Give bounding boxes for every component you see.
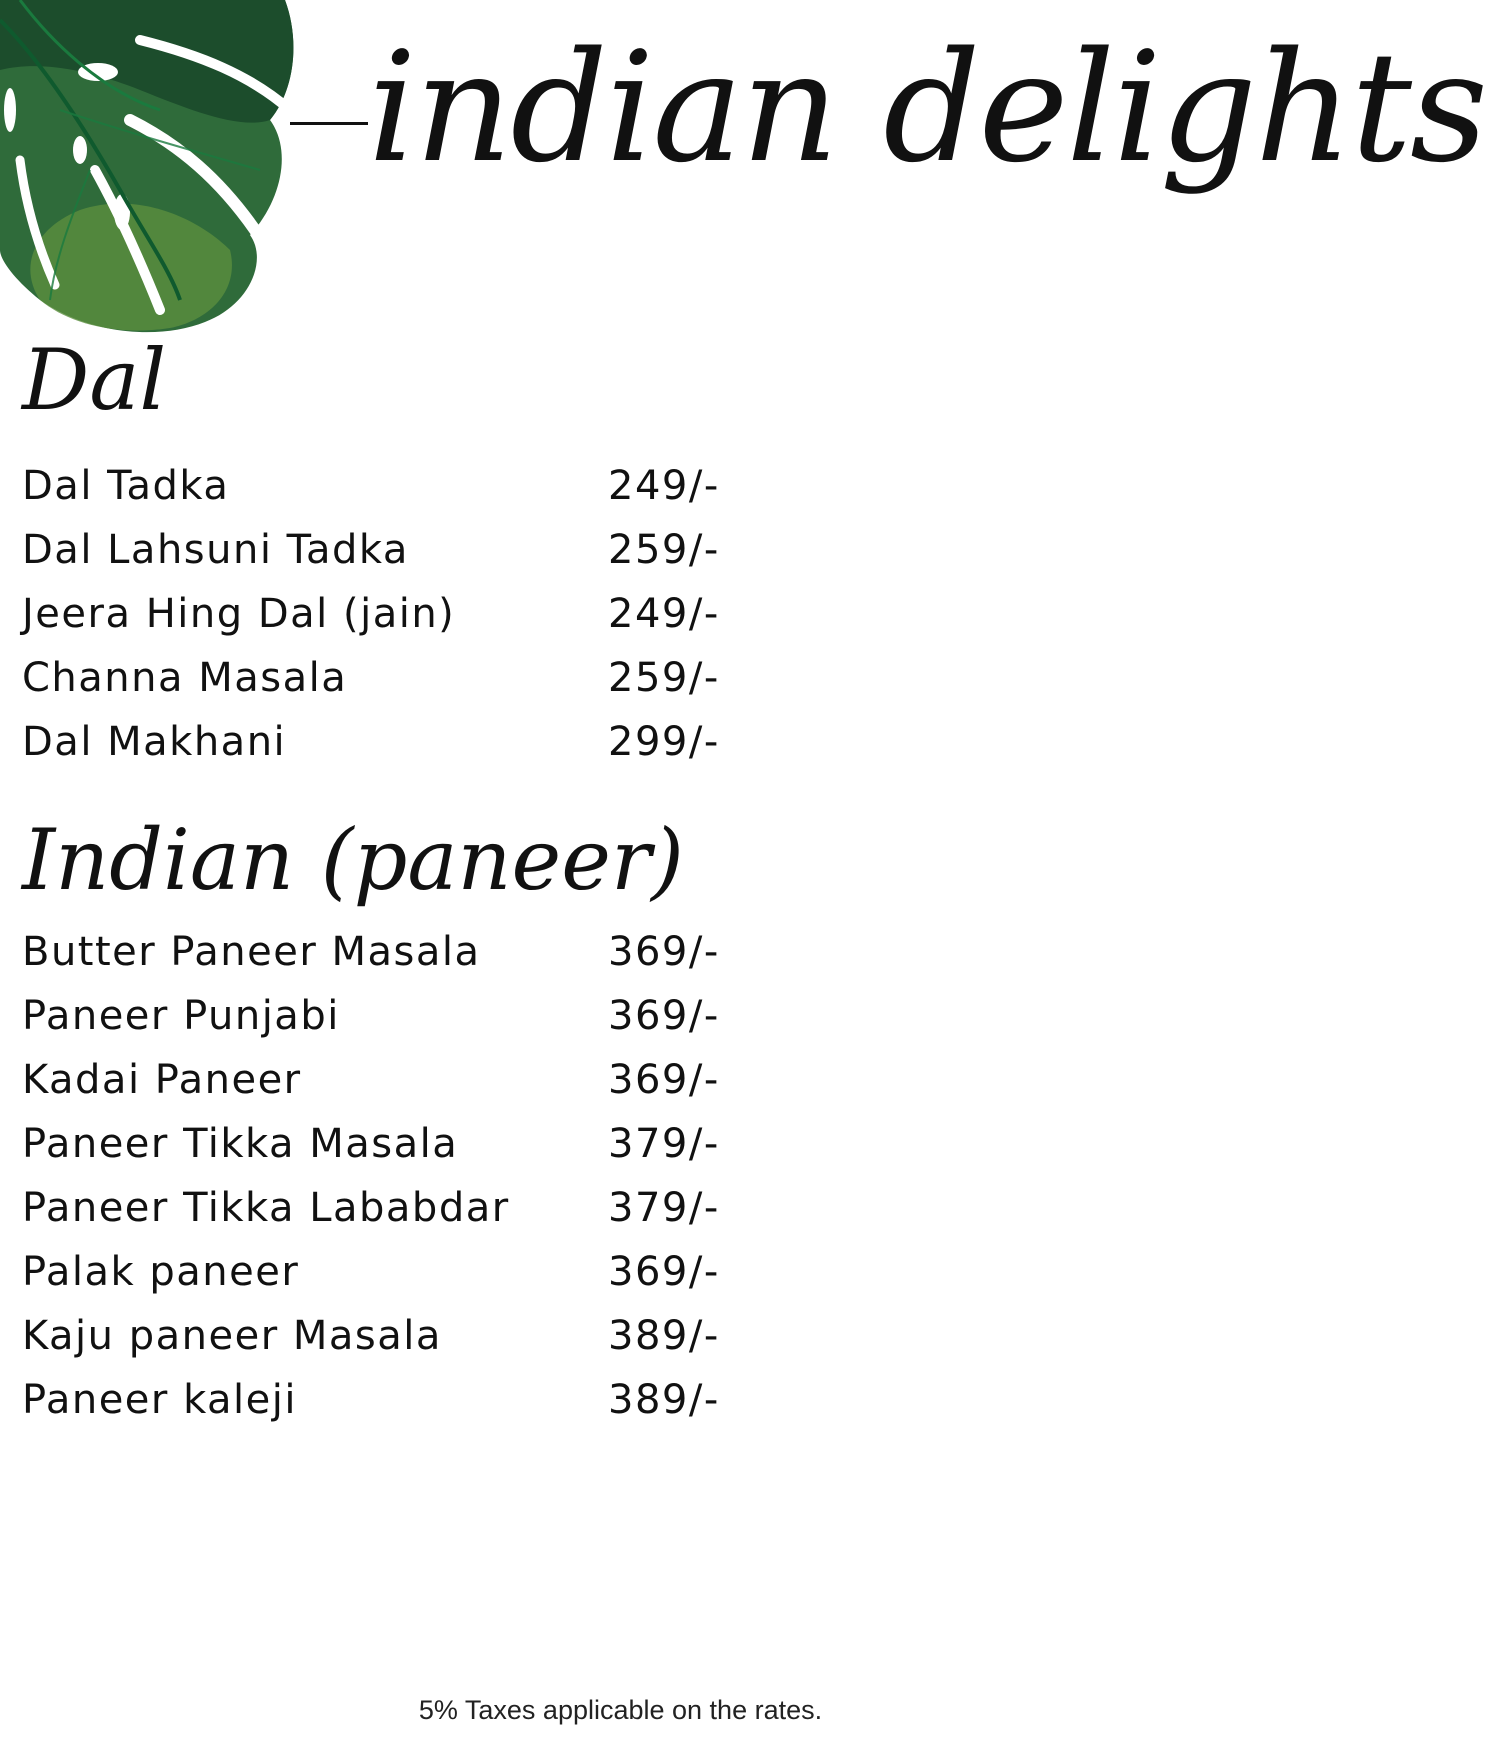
item-price: 299/- xyxy=(608,719,720,765)
menu-item xyxy=(22,584,782,644)
menu-item xyxy=(22,986,782,1046)
item-name: Paneer Tikka Masala xyxy=(22,1121,459,1167)
item-name: Dal Tadka xyxy=(22,463,230,509)
menu-title: indian delights xyxy=(368,19,1486,196)
item-price: 369/- xyxy=(608,1249,720,1295)
item-name: Palak paneer xyxy=(22,1249,300,1295)
menu-item xyxy=(22,1306,782,1366)
item-name: Dal Lahsuni Tadka xyxy=(22,527,409,573)
item-price: 259/- xyxy=(608,527,720,573)
item-price: 249/- xyxy=(608,591,720,637)
section-heading-dal: Dal xyxy=(22,331,167,429)
item-name: Jeera Hing Dal (jain) xyxy=(22,591,456,637)
monstera-leaf-icon xyxy=(0,0,300,335)
item-price: 259/- xyxy=(608,655,720,701)
title-rule xyxy=(290,122,368,125)
item-price: 379/- xyxy=(608,1185,720,1231)
item-price: 379/- xyxy=(608,1121,720,1167)
item-name: Channa Masala xyxy=(22,655,348,701)
menu-item xyxy=(22,922,782,982)
menu-item xyxy=(22,1178,782,1238)
menu-item xyxy=(22,520,782,580)
item-name: Paneer Punjabi xyxy=(22,993,340,1039)
item-name: Paneer Tikka Lababdar xyxy=(22,1185,510,1231)
menu-item xyxy=(22,456,782,516)
item-price: 389/- xyxy=(608,1377,720,1423)
section-heading-indian-paneer: Indian (paneer) xyxy=(22,811,684,909)
menu-item xyxy=(22,648,782,708)
item-name: Kadai Paneer xyxy=(22,1057,302,1103)
item-price: 249/- xyxy=(608,463,720,509)
item-price: 369/- xyxy=(608,929,720,975)
menu-item xyxy=(22,1114,782,1174)
tax-note: 5% Taxes applicable on the rates. xyxy=(418,1695,823,1725)
item-name: Kaju paneer Masala xyxy=(22,1313,442,1359)
item-price: 369/- xyxy=(608,993,720,1039)
menu-item xyxy=(22,712,782,772)
item-name: Dal Makhani xyxy=(22,719,287,765)
menu-item xyxy=(22,1370,782,1430)
item-name: Butter Paneer Masala xyxy=(22,929,481,975)
item-name: Paneer kaleji xyxy=(22,1377,297,1423)
menu-item xyxy=(22,1050,782,1110)
item-price: 369/- xyxy=(608,1057,720,1103)
menu-item xyxy=(22,1242,782,1302)
item-price: 389/- xyxy=(608,1313,720,1359)
